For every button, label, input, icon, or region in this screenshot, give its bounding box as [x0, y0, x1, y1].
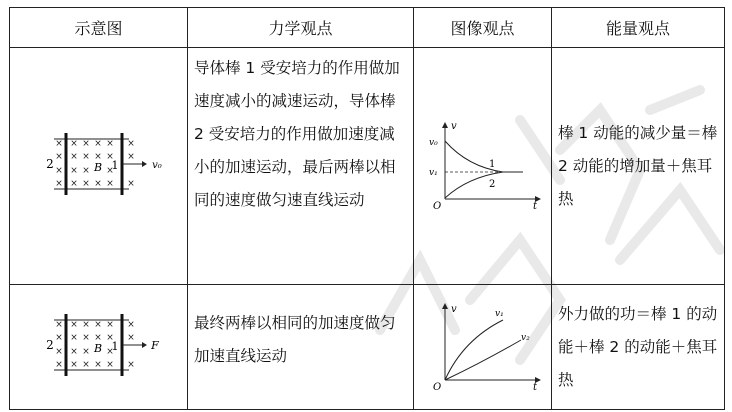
header-diagram: 示意图 — [10, 8, 188, 48]
origin-label: O — [432, 382, 441, 390]
svg-text:×: × — [54, 360, 63, 370]
v-axis-label: v — [450, 304, 457, 315]
curve-1-label: 1 — [488, 159, 495, 170]
svg-text:×: × — [93, 139, 102, 149]
svg-text:×: × — [126, 333, 135, 343]
field-label: B — [93, 342, 102, 355]
vt-graph-1 — [414, 48, 552, 285]
svg-text:×: × — [93, 360, 102, 370]
rod-1-label: 1 — [111, 340, 118, 353]
svg-text:×: × — [54, 166, 63, 176]
svg-text:×: × — [126, 179, 135, 189]
svg-text:×: × — [69, 320, 78, 330]
rod-1-label: 1 — [111, 159, 118, 172]
vt-graph-2 — [414, 285, 552, 410]
mechanics-cell — [188, 285, 414, 410]
v0-label: v₀ — [428, 138, 438, 148]
svg-text:×: × — [69, 152, 78, 162]
t-axis-label: t — [532, 201, 537, 209]
svg-text:×: × — [93, 179, 102, 189]
header-row — [10, 8, 725, 48]
svg-text:×: × — [54, 347, 63, 357]
svg-text:×: × — [93, 152, 102, 162]
t-axis-label: t — [532, 382, 537, 390]
energy-text: 外力做的功＝棒 1 的动能＋棒 2 的动能＋焦耳热 — [558, 304, 718, 389]
header-mechanics: 力学观点 — [188, 8, 414, 48]
svg-text:×: × — [105, 347, 114, 357]
svg-text:×: × — [93, 320, 102, 330]
svg-text:×: × — [54, 179, 63, 189]
curve-2-label: v₂ — [520, 333, 530, 343]
table-row — [10, 285, 725, 410]
svg-text:×: × — [54, 152, 63, 162]
svg-text:×: × — [81, 166, 90, 176]
curve-2-label: 2 — [488, 179, 495, 190]
v-axis-label: v — [450, 121, 457, 132]
svg-text:×: × — [105, 360, 114, 370]
mechanics-cell — [188, 48, 414, 285]
svg-text:×: × — [69, 347, 78, 357]
field-label: B — [93, 161, 102, 174]
svg-text:×: × — [81, 333, 90, 343]
mechanics-text: 最终两棒以相同的加速度做匀加速直线运动 — [194, 314, 396, 365]
origin-label: O — [432, 201, 441, 209]
svg-text:×: × — [126, 139, 135, 149]
force-label: F — [150, 339, 159, 352]
svg-text:×: × — [54, 333, 63, 343]
svg-text:×: × — [69, 139, 78, 149]
svg-text:×: × — [81, 152, 90, 162]
svg-text:×: × — [105, 166, 114, 176]
svg-text:×: × — [126, 320, 135, 330]
energy-cell — [552, 285, 725, 410]
energy-cell — [552, 48, 725, 285]
v1-label: v₁ — [428, 168, 438, 178]
svg-text:×: × — [105, 333, 114, 343]
svg-text:×: × — [54, 139, 63, 149]
svg-text:×: × — [105, 179, 114, 189]
svg-text:×: × — [126, 360, 135, 370]
mechanics-text: 导体棒 1 受安培力的作用做加速度减小的减速运动，导体棒 2 受安培力的作用做加速度减小的加速运动，最后两棒以相同的速度做匀速直线运动 — [194, 59, 400, 209]
svg-text:×: × — [69, 166, 78, 176]
svg-text:×: × — [81, 347, 90, 357]
svg-text:×: × — [105, 139, 114, 149]
svg-text:×: × — [81, 360, 90, 370]
svg-text:×: × — [81, 179, 90, 189]
svg-text:×: × — [69, 333, 78, 343]
rails-diagram-2 — [10, 285, 188, 410]
rails-diagram-1 — [10, 48, 188, 285]
svg-text:×: × — [105, 320, 114, 330]
svg-text:×: × — [81, 320, 90, 330]
velocity-label: v₀ — [151, 160, 162, 171]
svg-text:×: × — [93, 333, 102, 343]
svg-text:×: × — [69, 179, 78, 189]
svg-text:×: × — [105, 152, 114, 162]
comparison-table — [9, 7, 725, 410]
svg-text:×: × — [126, 152, 135, 162]
svg-text:×: × — [81, 139, 90, 149]
svg-text:×: × — [54, 320, 63, 330]
table-row — [10, 48, 725, 285]
energy-text: 棒 1 动能的减少量＝棒 2 动能的增加量＋焦耳热 — [558, 123, 718, 208]
rod-2-label: 2 — [45, 157, 54, 171]
curve-1-label: v₁ — [494, 309, 504, 319]
rod-2-label: 2 — [45, 338, 54, 352]
header-energy: 能量观点 — [552, 8, 725, 48]
header-graph: 图像观点 — [414, 8, 552, 48]
svg-text:×: × — [69, 360, 78, 370]
